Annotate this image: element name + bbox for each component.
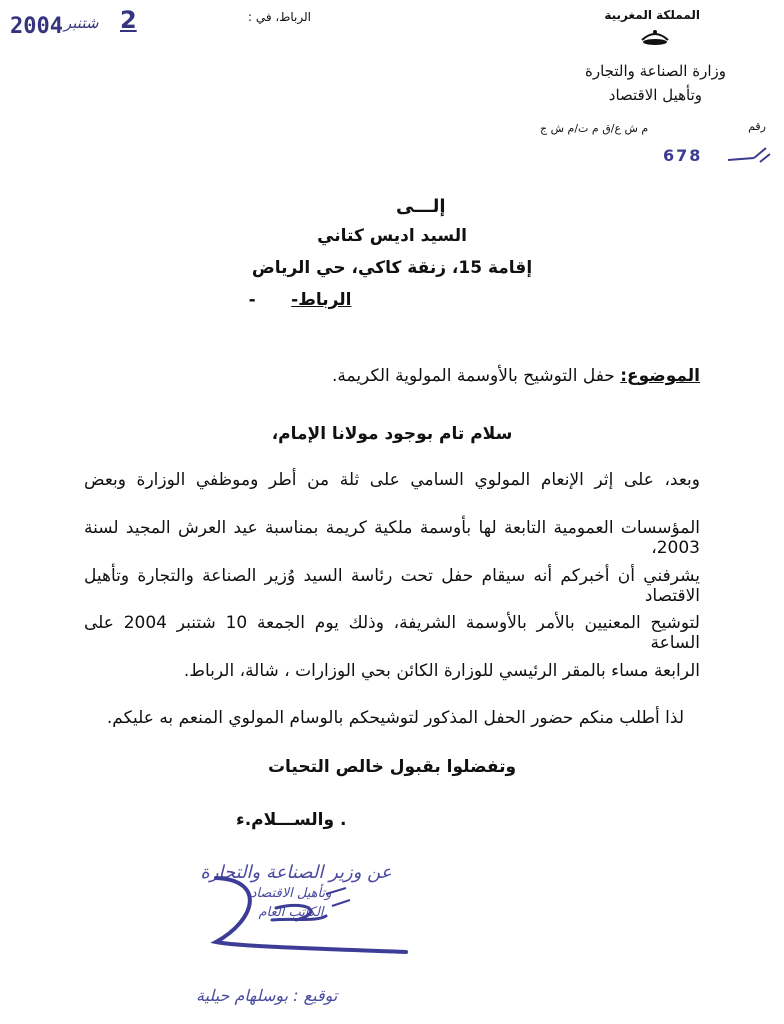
ministry-name-line2: وتأهيل الاقتصاد — [608, 86, 702, 104]
city-name: الرباط- — [291, 290, 352, 310]
subject-text: حفل التوشيح بالأوسمة المولوية الكريمة. — [331, 366, 615, 386]
regards: والســـلام.ء — [236, 810, 335, 830]
handwritten-day: 2 — [120, 6, 137, 34]
addressee-name: السيد اديس كتاني — [317, 226, 467, 246]
body-line: المؤسسات العمومية التابعة لها بأوسمة ملكية كريمة بمناسبة عيد العرش المجيد لسنة 2003، — [84, 518, 700, 558]
signatory-name: توقيع : بوسلهام حيلية — [196, 986, 338, 1005]
greeting: سلام تام بوجود مولانا الإمام، — [271, 424, 513, 444]
kingdom-name: المملكة المغربية — [604, 8, 700, 22]
regards-dot: . — [340, 810, 347, 830]
stamp-line: وتأهيل الاقتصاد — [250, 886, 332, 901]
place-date-label: الرباط، في : — [248, 10, 311, 24]
city-dash: - — [248, 290, 256, 310]
reference-code: م ش ع/ق م ت/م ش ج — [540, 122, 649, 135]
handwritten-month: شتنبر — [64, 14, 99, 32]
reference-number: 678 — [663, 146, 703, 165]
addressee-city — [200, 290, 400, 310]
ministry-name-line1: وزارة الصناعة والتجارة — [585, 62, 726, 80]
body-line: الرابعة مساء بالمقر الرئيسي للوزارة الكائن بحي الوزارات ، شالة، الرباط. — [183, 661, 700, 681]
request-line: لذا أطلب منكم حضور الحفل المذكور لتوشيحكم بالوسام المولوي المنعم به عليكم. — [106, 708, 684, 728]
handwritten-year: 2004 — [10, 14, 63, 39]
signature-icon — [176, 860, 436, 970]
subject-line — [332, 366, 700, 386]
to-label: إلـــى — [396, 196, 446, 217]
stamp-line: الكاتب العام — [258, 905, 324, 920]
stamp-line: عن وزير الصناعة والتجارة — [200, 862, 392, 883]
body-line: وبعد، على إثر الإنعام المولوي السامي على ثلة من أطر وموظفي الوزارة وبعض — [84, 470, 700, 490]
addressee-address: إقامة 15، زنقة كاكي، حي الرياض — [251, 258, 533, 278]
reference-label: رقم — [748, 120, 766, 133]
closing-line: وتفضلوا بقبول خالص التحيات — [267, 757, 517, 777]
subject-label: الموضوع: — [620, 366, 700, 386]
crown-emblem-icon — [638, 26, 672, 48]
reference-stamp-mark-icon — [724, 142, 772, 168]
body-line: يشرفني أن أخبركم أنه سيقام حفل تحت رئاسة السيد وُزير الصناعة والتجارة وتأهيل الاقتصاد — [84, 566, 700, 606]
body-line: لتوشيح المعنيين بالأمر بالأوسمة الشريفة، وذلك يوم الجمعة 10 شتنبر 2004 على الساعة — [84, 613, 700, 653]
